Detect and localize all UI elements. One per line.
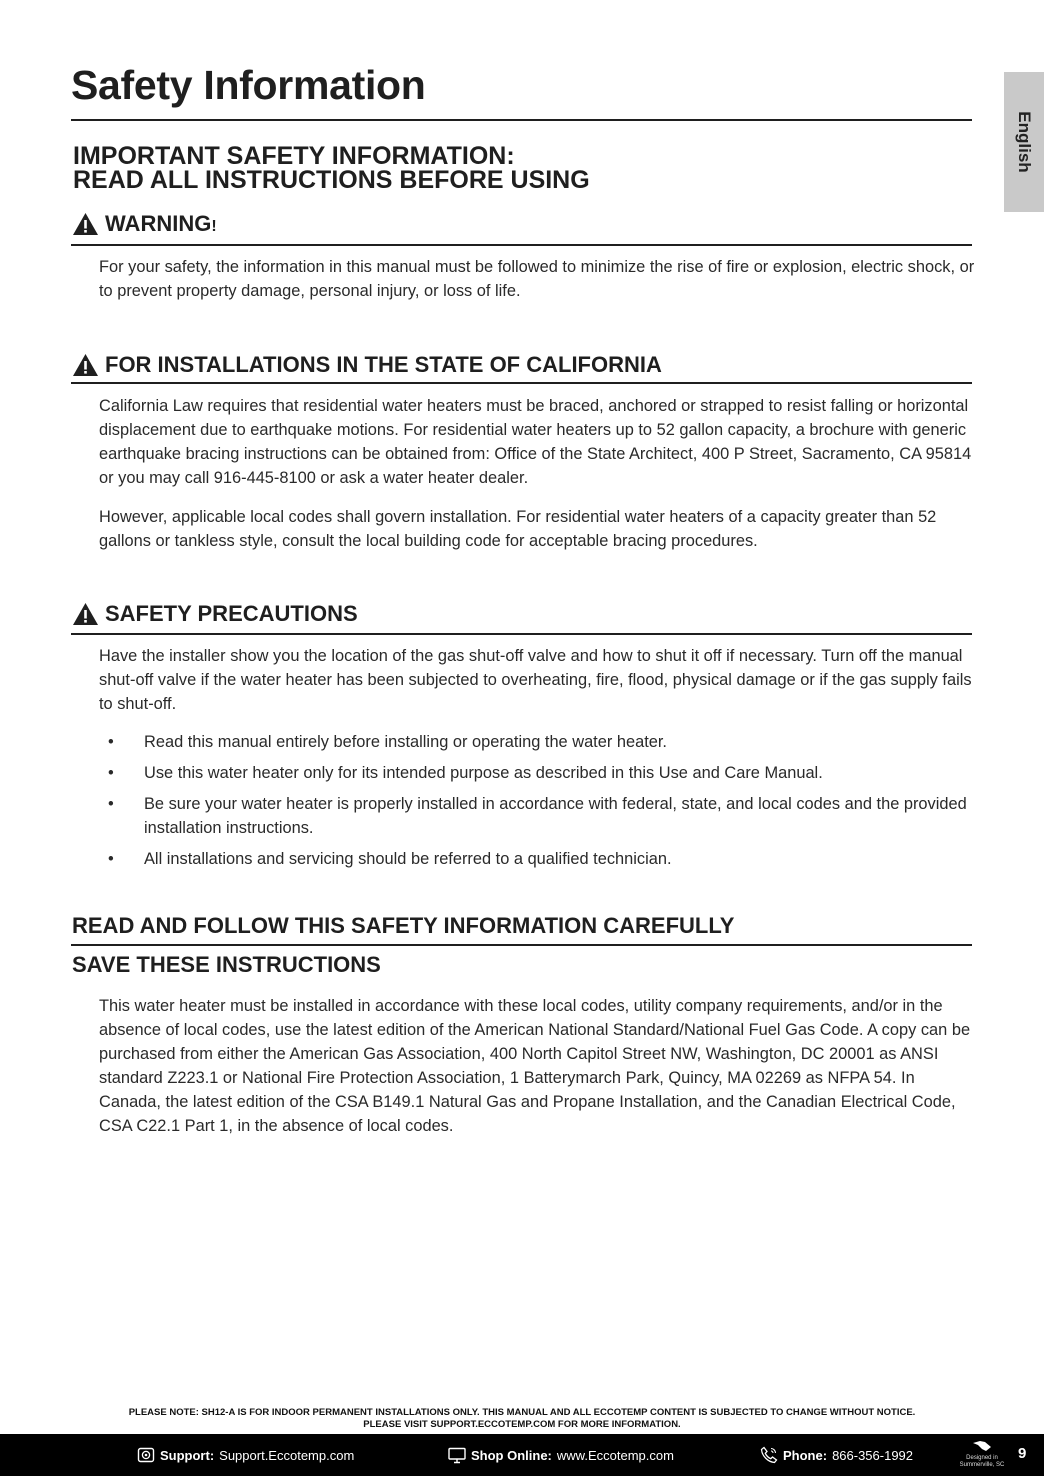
california-paragraph-1: California Law requires that residential water heaters must be braced, anchored or strapped to resist falling or horizontal displacement due to earthquake motions. For residential water heaters up to 52 gallon capacity, a brochure with generic earthquake bracing instructions can be obtained from: Office of the State Architect, 400 P Street, Sacramento, CA 95814 or you may call 916-445-8100 or ask a water heater dealer.	[99, 397, 972, 487]
shop-link[interactable]: www.Eccotemp.com	[556, 1447, 674, 1463]
california-heading	[72, 352, 662, 378]
list-item: • All installations and servicing should be referred to a qualified technician.	[108, 850, 672, 868]
title-divider	[71, 119, 972, 121]
page-title: Safety Information	[71, 62, 426, 108]
warning-heading	[72, 211, 217, 237]
warning-triangle-icon	[72, 602, 99, 626]
language-tab	[1004, 72, 1044, 212]
warning-suffix: !	[211, 218, 217, 235]
phone-label: Phone:	[783, 1447, 828, 1463]
support-icon	[137, 1446, 155, 1464]
designed-line-2: Summerville, SC	[959, 1462, 1005, 1468]
monitor-icon	[448, 1446, 466, 1464]
footer-note	[0, 1407, 1044, 1431]
state-map-icon	[972, 1440, 992, 1452]
precautions-intro: Have the installer show you the location of the gas shut-off valve and how to shut it off if necessary. Turn off the manual shut-off valve if the water heater has been subjected to overheating, fire, flood, physical damage or if the gas supply fails to shut-off.	[99, 647, 972, 713]
footer-note-line-1: PLEASE NOTE: SH12-A IS FOR INDOOR PERMANENT INSTALLATIONS ONLY. THIS MANUAL AND ALL ECCOTEMP CONTENT IS SUBJECTED TO CHANGE WITHOUT NOTICE.	[128, 1407, 916, 1418]
important-heading	[73, 144, 590, 192]
follow-divider	[71, 944, 972, 946]
list-item: • Use this water heater only for its intended purpose as described in this Use and Care Manual.	[108, 764, 823, 782]
california-heading-label: FOR INSTALLATIONS IN THE STATE OF CALIFORNIA	[105, 352, 662, 377]
important-line-2: READ ALL INSTRUCTIONS BEFORE USING	[73, 166, 590, 194]
footer-bar	[0, 1434, 1044, 1476]
california-paragraph-2: However, applicable local codes shall govern installation. For residential water heaters of a capacity greater than 52 gallons or tankless style, consult the local building code for acceptable bracing procedures.	[99, 508, 937, 550]
follow-heading: READ AND FOLLOW THIS SAFETY INFORMATION CAREFULLY	[72, 913, 735, 938]
list-item: • Read this manual entirely before installing or operating the water heater.	[108, 733, 667, 751]
warning-text: For your safety, the information in this manual must be followed to minimize the rise of fire or explosion, electric shock, or to prevent property damage, personal injury, or loss of life.	[99, 258, 975, 300]
follow-text: This water heater must be installed in accordance with these local codes, utility company requirements, and/or in the absence of local codes, use the latest edition of the American National Standard/National Fuel Gas Code. A copy can be purchased from either the American Gas Association, 400 North Capitol Street NW, Washington, DC 20001 as ANSI standard Z223.1 or National Fire Protection Association, 1 Batterymarch Park, Quincy, MA 02269 as NFPA 54. In Canada, the latest edition of the CSA B149.1 Natural Gas and Propane Installation, and the Canadian Electrical Code, CSA C22.1 Part 1, in the absence of local codes.	[99, 997, 971, 1135]
save-instructions-heading: SAVE THESE INSTRUCTIONS	[72, 952, 381, 977]
warning-divider	[71, 244, 972, 246]
language-tab-label: English	[1015, 111, 1034, 173]
precautions-list	[99, 730, 979, 878]
precautions-heading-label: SAFETY PRECAUTIONS	[105, 601, 358, 626]
california-divider	[71, 382, 972, 384]
footer-support[interactable]	[137, 1446, 354, 1464]
support-label: Support:	[160, 1447, 215, 1463]
important-line-1: IMPORTANT SAFETY INFORMATION:	[73, 142, 515, 170]
precautions-divider	[71, 633, 972, 635]
precautions-heading	[72, 601, 358, 627]
shop-label: Shop Online:	[471, 1447, 552, 1463]
designed-in-badge	[958, 1440, 1006, 1469]
support-link[interactable]: Support.Eccotemp.com	[219, 1447, 355, 1463]
footer-note-line-2: PLEASE VISIT SUPPORT.ECCOTEMP.COM FOR MORE INFORMATION.	[363, 1419, 681, 1430]
phone-number[interactable]: 866-356-1992	[832, 1447, 914, 1463]
footer-shop[interactable]	[448, 1446, 674, 1464]
phone-icon	[760, 1446, 778, 1464]
list-item: • Be sure your water heater is properly installed in accordance with federal, state, and local codes and the provided installation instructions.	[108, 795, 967, 837]
footer-phone[interactable]	[760, 1446, 913, 1464]
warning-triangle-icon	[72, 212, 99, 236]
page-number: 9	[1018, 1445, 1027, 1462]
warning-triangle-icon	[72, 353, 99, 377]
designed-line-1: Designed in	[966, 1455, 998, 1461]
warning-label: WARNING	[105, 211, 212, 236]
